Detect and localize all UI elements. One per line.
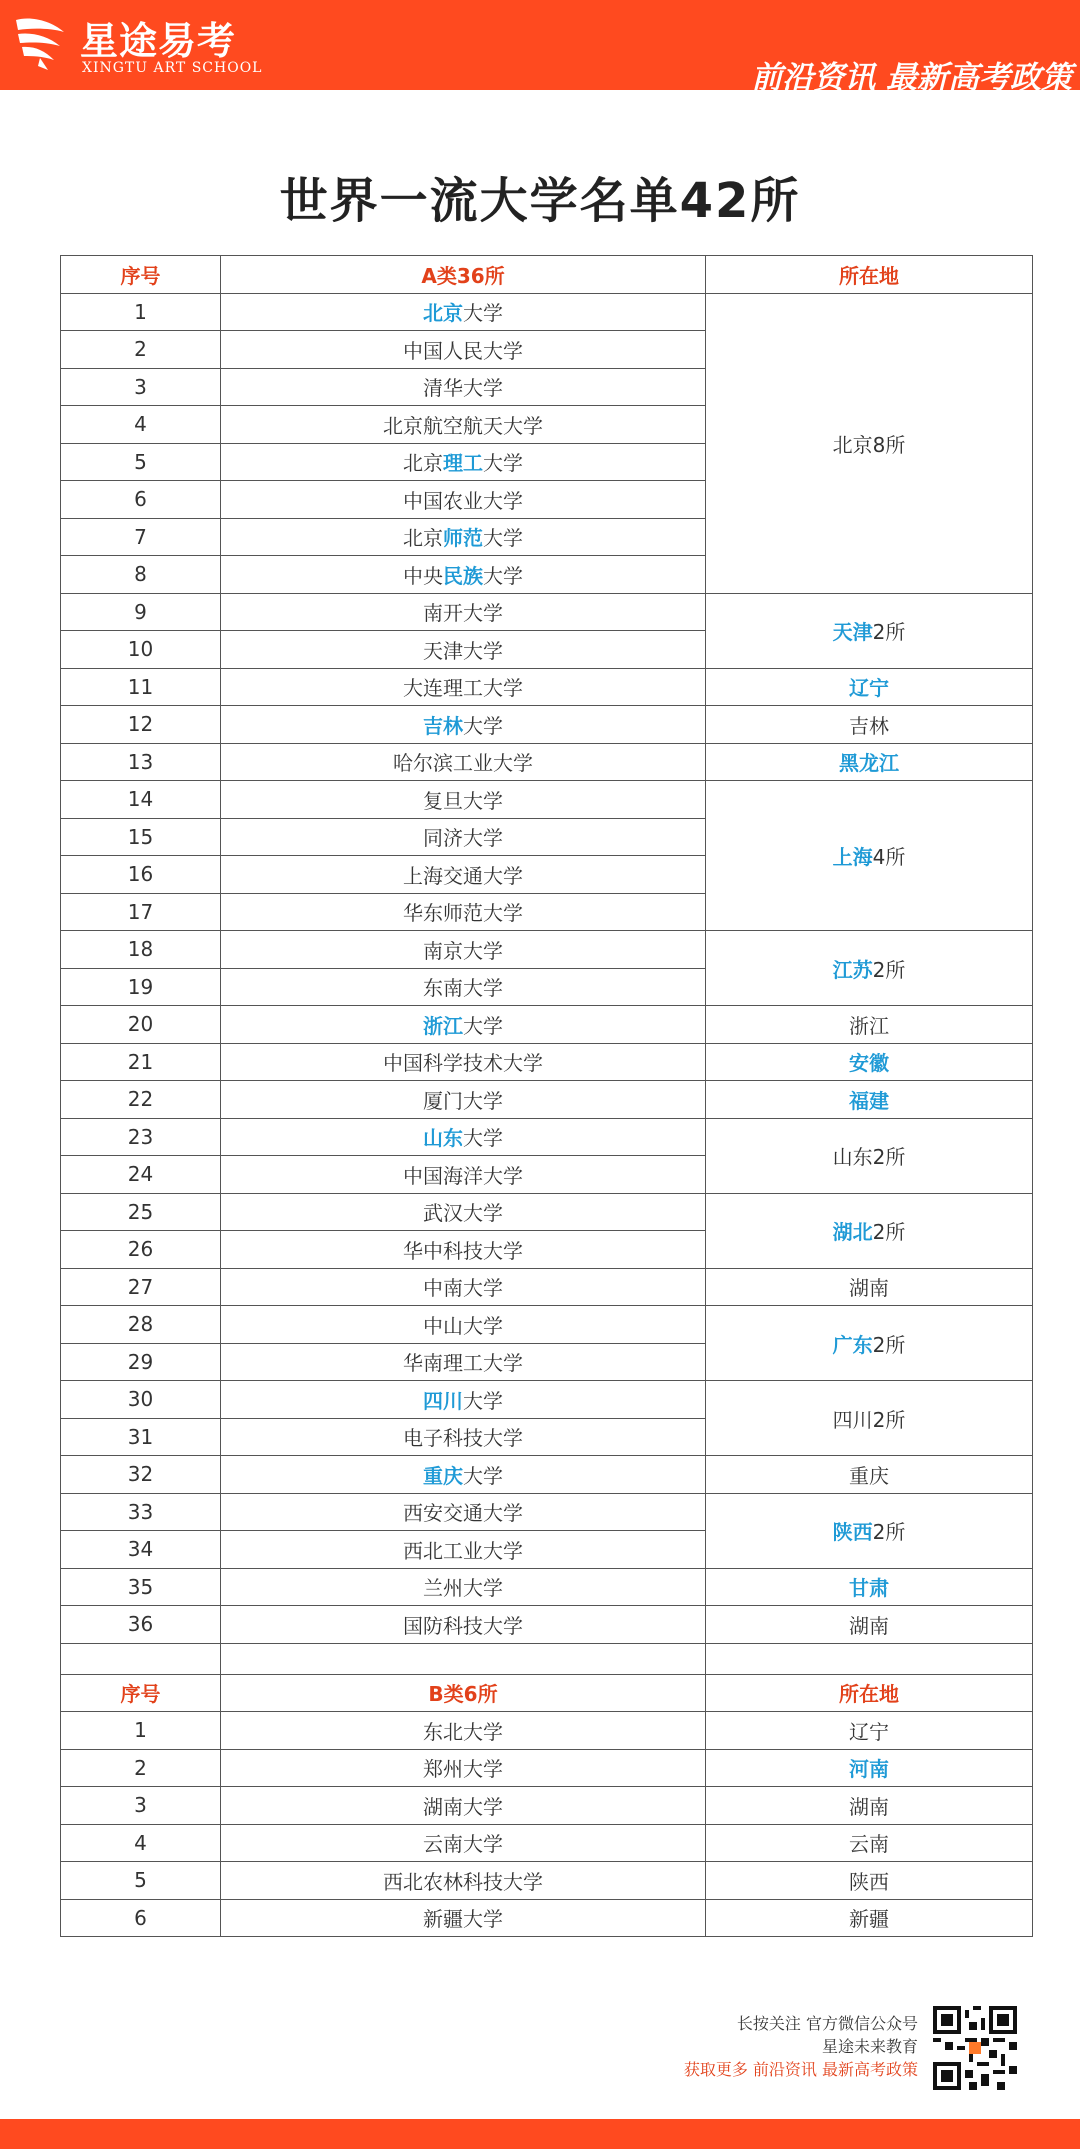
university-name-part: 厦门大学 bbox=[423, 1088, 503, 1113]
row-number: 1 bbox=[61, 293, 221, 331]
university-name bbox=[221, 368, 706, 406]
university-name-part: 华中科技大学 bbox=[403, 1238, 523, 1263]
row-number: 24 bbox=[61, 1156, 221, 1194]
location-part: 浙江 bbox=[849, 1013, 889, 1038]
row-number: 13 bbox=[61, 743, 221, 781]
table-row bbox=[61, 1749, 1033, 1787]
location-cell bbox=[706, 1118, 1033, 1193]
university-name bbox=[221, 443, 706, 481]
wing-logo-icon bbox=[10, 10, 70, 72]
row-number: 33 bbox=[61, 1493, 221, 1531]
row-number: 2 bbox=[61, 1749, 221, 1787]
university-name-part: 复旦大学 bbox=[423, 788, 503, 813]
university-name bbox=[221, 1493, 706, 1531]
column-header: 所在地 bbox=[706, 1674, 1033, 1712]
row-number: 9 bbox=[61, 593, 221, 631]
table-row bbox=[61, 293, 1033, 331]
location-part: 福建 bbox=[849, 1088, 889, 1113]
row-number: 2 bbox=[61, 331, 221, 369]
university-name-part: 大连理工大学 bbox=[403, 676, 523, 701]
table-row bbox=[61, 1456, 1033, 1494]
university-name-part: 中国人民大学 bbox=[403, 338, 523, 363]
location-part: 重庆 bbox=[849, 1463, 889, 1488]
row-number: 17 bbox=[61, 893, 221, 931]
university-name-part: 山东 bbox=[423, 1126, 463, 1151]
table-row bbox=[61, 1043, 1033, 1081]
location-cell bbox=[706, 1193, 1033, 1268]
university-name: 郑州大学 bbox=[221, 1749, 706, 1787]
table-row bbox=[61, 1081, 1033, 1119]
location-cell: 辽宁 bbox=[706, 1712, 1033, 1750]
university-name-part: 重庆 bbox=[423, 1463, 463, 1488]
row-number: 6 bbox=[61, 481, 221, 519]
location-part: 江苏 bbox=[832, 957, 873, 982]
location-cell: 云南 bbox=[706, 1824, 1033, 1862]
table-row bbox=[61, 1193, 1033, 1231]
location-part: 4所 bbox=[872, 845, 906, 869]
university-name-part: 南开大学 bbox=[423, 601, 503, 626]
university-name bbox=[221, 706, 706, 744]
table-row bbox=[61, 1006, 1033, 1044]
university-name bbox=[221, 668, 706, 706]
location-cell bbox=[706, 1006, 1033, 1044]
university-name bbox=[221, 1193, 706, 1231]
university-name-part: 清华大学 bbox=[423, 376, 503, 401]
university-name-part: 吉林 bbox=[423, 713, 463, 738]
university-name bbox=[221, 1231, 706, 1269]
university-name bbox=[221, 481, 706, 519]
location-part: 2所 bbox=[872, 1520, 906, 1544]
location-part: 湖南 bbox=[849, 1276, 889, 1301]
row-number: 26 bbox=[61, 1231, 221, 1269]
row-number: 3 bbox=[61, 1787, 221, 1825]
university-name-part: 浙江 bbox=[423, 1013, 463, 1038]
table-row bbox=[61, 706, 1033, 744]
location-part: 吉林 bbox=[849, 713, 889, 738]
row-number: 21 bbox=[61, 1043, 221, 1081]
location-part: 湖南 bbox=[849, 1613, 889, 1638]
university-name bbox=[221, 1268, 706, 1306]
table-row bbox=[61, 1862, 1033, 1900]
university-name-part: 民族 bbox=[443, 563, 483, 588]
university-name bbox=[221, 743, 706, 781]
row-number: 34 bbox=[61, 1531, 221, 1569]
university-name-part: 中央 bbox=[403, 563, 443, 588]
header-slogan: 前沿资讯 最新高考政策 bbox=[751, 60, 1072, 96]
table-row bbox=[61, 1118, 1033, 1156]
table-row bbox=[61, 1712, 1033, 1750]
table-header-row bbox=[61, 256, 1033, 294]
location-part: 上海 bbox=[832, 845, 873, 869]
brand-name: 星途易考 bbox=[80, 19, 237, 63]
university-name-part: 中山大学 bbox=[423, 1313, 503, 1338]
university-name-part: 中国海洋大学 bbox=[403, 1163, 523, 1188]
university-name bbox=[221, 1043, 706, 1081]
university-name bbox=[221, 1081, 706, 1119]
row-number: 15 bbox=[61, 818, 221, 856]
table-row bbox=[61, 1568, 1033, 1606]
university-name bbox=[221, 1531, 706, 1569]
university-name-part: 武汉大学 bbox=[423, 1201, 503, 1226]
university-name: 西北农林科技大学 bbox=[221, 1862, 706, 1900]
location-cell: 湖南 bbox=[706, 1787, 1033, 1825]
location-part: 山东2所 bbox=[832, 1145, 906, 1169]
column-header: 所在地 bbox=[706, 256, 1033, 294]
empty-cell bbox=[706, 1643, 1033, 1674]
location-part: 甘肃 bbox=[849, 1576, 889, 1601]
table-row bbox=[61, 1824, 1033, 1862]
university-name-part: 电子科技大学 bbox=[403, 1426, 523, 1451]
table-gap-row bbox=[61, 1643, 1033, 1674]
table-row bbox=[61, 781, 1033, 819]
location-cell bbox=[706, 1381, 1033, 1456]
university-name bbox=[221, 1456, 706, 1494]
empty-cell bbox=[61, 1643, 221, 1674]
university-name bbox=[221, 1343, 706, 1381]
location-part: 广东 bbox=[832, 1332, 873, 1357]
location-part: 湖北 bbox=[832, 1220, 873, 1244]
university-name-part: 上海交通大学 bbox=[403, 863, 523, 888]
location-cell bbox=[706, 706, 1033, 744]
row-number: 10 bbox=[61, 631, 221, 669]
column-header: A类36所 bbox=[221, 256, 706, 294]
university-name-part: 四川 bbox=[423, 1388, 463, 1413]
row-number: 23 bbox=[61, 1118, 221, 1156]
row-number: 4 bbox=[61, 406, 221, 444]
row-number: 8 bbox=[61, 556, 221, 594]
university-table bbox=[60, 255, 1033, 1937]
university-name-part: 理工 bbox=[443, 451, 483, 476]
row-number: 29 bbox=[61, 1343, 221, 1381]
university-name bbox=[221, 931, 706, 969]
university-name bbox=[221, 1418, 706, 1456]
column-header: B类6所 bbox=[221, 1674, 706, 1712]
row-number: 25 bbox=[61, 1193, 221, 1231]
row-number: 3 bbox=[61, 368, 221, 406]
university-name-part: 哈尔滨工业大学 bbox=[393, 751, 533, 776]
location-part: 安徽 bbox=[849, 1051, 889, 1076]
university-name-part: 西安交通大学 bbox=[403, 1501, 523, 1526]
university-name bbox=[221, 856, 706, 894]
footer-account-name: 星途未来教育 bbox=[821, 2037, 918, 2056]
location-cell: 河南 bbox=[706, 1749, 1033, 1787]
location-cell bbox=[706, 593, 1033, 668]
university-name-part: 中南大学 bbox=[423, 1276, 503, 1301]
table-row bbox=[61, 1899, 1033, 1937]
table-header-row bbox=[61, 1674, 1033, 1712]
location-cell bbox=[706, 293, 1033, 593]
university-name bbox=[221, 556, 706, 594]
row-number: 18 bbox=[61, 931, 221, 969]
university-name bbox=[221, 593, 706, 631]
location-cell bbox=[706, 1081, 1033, 1119]
university-name bbox=[221, 893, 706, 931]
page-title: 世界一流大学名单42所 bbox=[279, 173, 801, 229]
location-part: 北京8所 bbox=[832, 432, 906, 457]
row-number: 22 bbox=[61, 1081, 221, 1119]
university-name-part: 大学 bbox=[463, 713, 503, 738]
university-name bbox=[221, 406, 706, 444]
row-number: 32 bbox=[61, 1456, 221, 1494]
row-number: 5 bbox=[61, 1862, 221, 1900]
university-name-part: 天津大学 bbox=[423, 638, 503, 663]
row-number: 11 bbox=[61, 668, 221, 706]
table-row bbox=[61, 743, 1033, 781]
empty-cell bbox=[221, 1643, 706, 1674]
university-name bbox=[221, 293, 706, 331]
location-part: 2所 bbox=[872, 957, 906, 982]
university-name bbox=[221, 631, 706, 669]
university-name bbox=[221, 1306, 706, 1344]
row-number: 14 bbox=[61, 781, 221, 819]
university-name: 新疆大学 bbox=[221, 1899, 706, 1937]
university-name-part: 西北工业大学 bbox=[403, 1538, 523, 1563]
university-name bbox=[221, 331, 706, 369]
row-number: 12 bbox=[61, 706, 221, 744]
location-cell bbox=[706, 931, 1033, 1006]
university-name-part: 南京大学 bbox=[423, 938, 503, 963]
university-name bbox=[221, 518, 706, 556]
location-cell bbox=[706, 1606, 1033, 1644]
location-part: 天津 bbox=[832, 620, 873, 644]
university-name-part: 师范 bbox=[443, 526, 483, 551]
location-cell bbox=[706, 1568, 1033, 1606]
column-header: 序号 bbox=[61, 1674, 221, 1712]
footer-more-text: 获取更多 前沿资讯 最新高考政策 bbox=[683, 2060, 918, 2079]
university-name-part: 国防科技大学 bbox=[403, 1613, 523, 1638]
university-name-part: 大学 bbox=[483, 526, 523, 551]
row-number: 27 bbox=[61, 1268, 221, 1306]
university-name-part: 大学 bbox=[463, 1463, 503, 1488]
location-cell: 陕西 bbox=[706, 1862, 1033, 1900]
header-bar bbox=[0, 0, 1080, 96]
location-part: 2所 bbox=[872, 1220, 906, 1244]
table-row bbox=[61, 1268, 1033, 1306]
location-part: 四川2所 bbox=[832, 1407, 906, 1432]
university-name-part: 大学 bbox=[463, 301, 503, 326]
qr-code-icon[interactable] bbox=[933, 2006, 1017, 2090]
university-name-part: 大学 bbox=[483, 563, 523, 588]
location-part: 陕西 bbox=[832, 1520, 873, 1544]
university-name-part: 北京航空航天大学 bbox=[383, 413, 543, 438]
university-name: 东北大学 bbox=[221, 1712, 706, 1750]
row-number: 7 bbox=[61, 518, 221, 556]
location-cell bbox=[706, 1043, 1033, 1081]
location-part: 2所 bbox=[872, 1332, 906, 1357]
university-name bbox=[221, 968, 706, 1006]
location-part: 辽宁 bbox=[849, 676, 889, 701]
table-row bbox=[61, 1787, 1033, 1825]
university-name bbox=[221, 1381, 706, 1419]
university-name-part: 中国农业大学 bbox=[403, 488, 523, 513]
table-row bbox=[61, 1306, 1033, 1344]
table-row bbox=[61, 931, 1033, 969]
university-name-part: 北京 bbox=[403, 451, 443, 476]
university-name bbox=[221, 818, 706, 856]
university-name-part: 北京 bbox=[423, 301, 463, 326]
location-cell bbox=[706, 1268, 1033, 1306]
table-row bbox=[61, 668, 1033, 706]
row-number: 19 bbox=[61, 968, 221, 1006]
university-name bbox=[221, 1118, 706, 1156]
location-part: 2所 bbox=[872, 620, 906, 644]
university-name-part: 华东师范大学 bbox=[403, 901, 523, 926]
location-cell: 新疆 bbox=[706, 1899, 1033, 1937]
table-row bbox=[61, 1493, 1033, 1531]
column-header: 序号 bbox=[61, 256, 221, 294]
row-number: 5 bbox=[61, 443, 221, 481]
location-cell bbox=[706, 1493, 1033, 1568]
location-cell bbox=[706, 1456, 1033, 1494]
brand-subtitle: XINGTU ART SCHOOL bbox=[82, 60, 263, 76]
university-name bbox=[221, 1156, 706, 1194]
row-number: 28 bbox=[61, 1306, 221, 1344]
university-name-part: 兰州大学 bbox=[423, 1576, 503, 1601]
row-number: 1 bbox=[61, 1712, 221, 1750]
location-cell bbox=[706, 743, 1033, 781]
table-row bbox=[61, 593, 1033, 631]
row-number: 16 bbox=[61, 856, 221, 894]
location-cell bbox=[706, 1306, 1033, 1381]
row-number: 36 bbox=[61, 1606, 221, 1644]
table-row bbox=[61, 1381, 1033, 1419]
row-number: 6 bbox=[61, 1899, 221, 1937]
location-cell bbox=[706, 668, 1033, 706]
row-number: 31 bbox=[61, 1418, 221, 1456]
university-name-part: 大学 bbox=[463, 1388, 503, 1413]
university-name bbox=[221, 1006, 706, 1044]
university-name bbox=[221, 1606, 706, 1644]
university-name-part: 同济大学 bbox=[423, 826, 503, 851]
university-name-part: 中国科学技术大学 bbox=[383, 1051, 543, 1076]
university-name: 湖南大学 bbox=[221, 1787, 706, 1825]
university-name bbox=[221, 1568, 706, 1606]
location-part: 黑龙江 bbox=[839, 751, 899, 776]
footer-follow-text: 长按关注 官方微信公众号 bbox=[736, 2014, 918, 2033]
row-number: 20 bbox=[61, 1006, 221, 1044]
university-name: 云南大学 bbox=[221, 1824, 706, 1862]
row-number: 35 bbox=[61, 1568, 221, 1606]
university-name-part: 大学 bbox=[463, 1013, 503, 1038]
university-name bbox=[221, 781, 706, 819]
footer-bar bbox=[0, 2119, 1080, 2149]
table-row bbox=[61, 1606, 1033, 1644]
university-name-part: 北京 bbox=[403, 526, 443, 551]
university-name-part: 大学 bbox=[463, 1126, 503, 1151]
row-number: 30 bbox=[61, 1381, 221, 1419]
university-name-part: 大学 bbox=[483, 451, 523, 476]
university-name-part: 华南理工大学 bbox=[403, 1351, 523, 1376]
location-cell bbox=[706, 781, 1033, 931]
row-number: 4 bbox=[61, 1824, 221, 1862]
university-name-part: 东南大学 bbox=[423, 976, 503, 1001]
